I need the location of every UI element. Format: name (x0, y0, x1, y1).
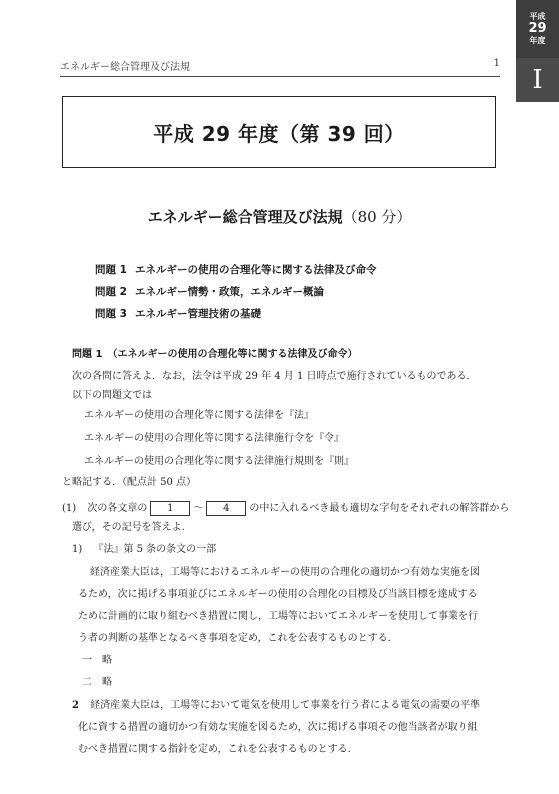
exam-title-box (62, 96, 496, 168)
omitted-clause: 一 略 (82, 655, 112, 666)
problem-list (95, 262, 377, 328)
abbreviation-line: エネルギーの使用の合理化等に関する法律を『法』 (84, 410, 314, 421)
range-tilde: ～ (193, 503, 204, 514)
article-text: ために計画的に取り組むべき措置に関し，工場等においてエネルギーを使用して事業を行 (78, 611, 478, 622)
chapter-tab: I (516, 58, 559, 102)
abbreviation-line: エネルギーの使用の合理化等に関する法律施行令を『令』 (84, 433, 344, 444)
exam-title: 平成 29 年度（第 39 回） (153, 121, 405, 146)
problem-label: エネルギー情勢・政策，エネルギー概論 (135, 286, 324, 298)
problem-list-item (95, 306, 377, 328)
paragraph-2 (72, 701, 480, 711)
page-number: 1 (493, 58, 500, 69)
item-number: 1) (72, 544, 83, 555)
intro-line: と略記する．（配点計 50 点） (62, 477, 197, 488)
year-tab-suffix: 年度 (529, 36, 546, 45)
problem-label: エネルギーの使用の合理化等に関する法律及び命令 (135, 264, 377, 276)
intro-line: 以下の問題文では (72, 390, 152, 401)
item-title: 『法』第 5 条の条文の一部 (93, 544, 217, 555)
problem-number: 問題 1 (95, 264, 127, 276)
subject-minutes: （80 分） (342, 208, 412, 226)
article-text: う者の判断の基準となるべき事項を定め，これを公表するものとする． (78, 633, 398, 644)
answer-box: 4 (206, 501, 246, 516)
paragraph-number: 2 (72, 700, 79, 711)
article-text: むべき措置に関する指針を定め，これを公表するものとする． (78, 744, 358, 755)
header-rule (60, 76, 500, 77)
sub-question-text: の中に入れるべき最も適切な字句をそれぞれの解答群から (249, 503, 510, 514)
sub-question-1 (62, 501, 509, 516)
question-heading: 問題 1 （エネルギーの使用の合理化等に関する法律及び命令） (72, 349, 358, 360)
answer-box: 1 (150, 501, 190, 516)
problem-number: 問題 2 (95, 286, 127, 298)
intro-line: 次の各問に答えよ．なお，法令は平成 29 年 4 月 1 日時点で施行されているものである． (72, 371, 477, 382)
article-text: 化に資する措置の適切かつ有効な実施を図るため，次に掲げる事項その他当該者が取り組 (78, 722, 478, 733)
article-text: るため，次に掲げる事項並びにエネルギーの使用の合理化の目標及び当該目標を達成する (78, 589, 478, 600)
problem-list-item (95, 262, 377, 284)
sub-question-text: 次の各文章の (87, 503, 148, 514)
problem-label: エネルギー管理技術の基礎 (135, 308, 261, 320)
article-text: 経済産業大臣は，工場等におけるエネルギーの使用の合理化の適切かつ有効な実施を図 (90, 567, 480, 578)
subject-title (0, 206, 559, 227)
article-text: 経済産業大臣は，工場等において電気を使用して事業を行う者による電気の需要の平準 (90, 700, 481, 711)
item-1 (72, 545, 216, 555)
year-tab-era: 平成 (529, 12, 546, 21)
subject-name: エネルギー総合管理及び法規 (147, 208, 343, 226)
omitted-clause: 二 略 (82, 677, 112, 688)
sub-question-number: (1) (62, 503, 77, 514)
problem-number: 問題 3 (95, 308, 127, 320)
running-head-title: エネルギー総合管理及び法規 (60, 62, 190, 73)
year-tab (516, 0, 559, 58)
running-head (60, 58, 500, 73)
sub-question-text: 選び，その記号を答えよ． (72, 522, 192, 533)
problem-list-item (95, 284, 377, 306)
abbreviation-line: エネルギーの使用の合理化等に関する法律施行規則を『則』 (84, 456, 354, 467)
year-tab-year: 29 (528, 21, 547, 36)
